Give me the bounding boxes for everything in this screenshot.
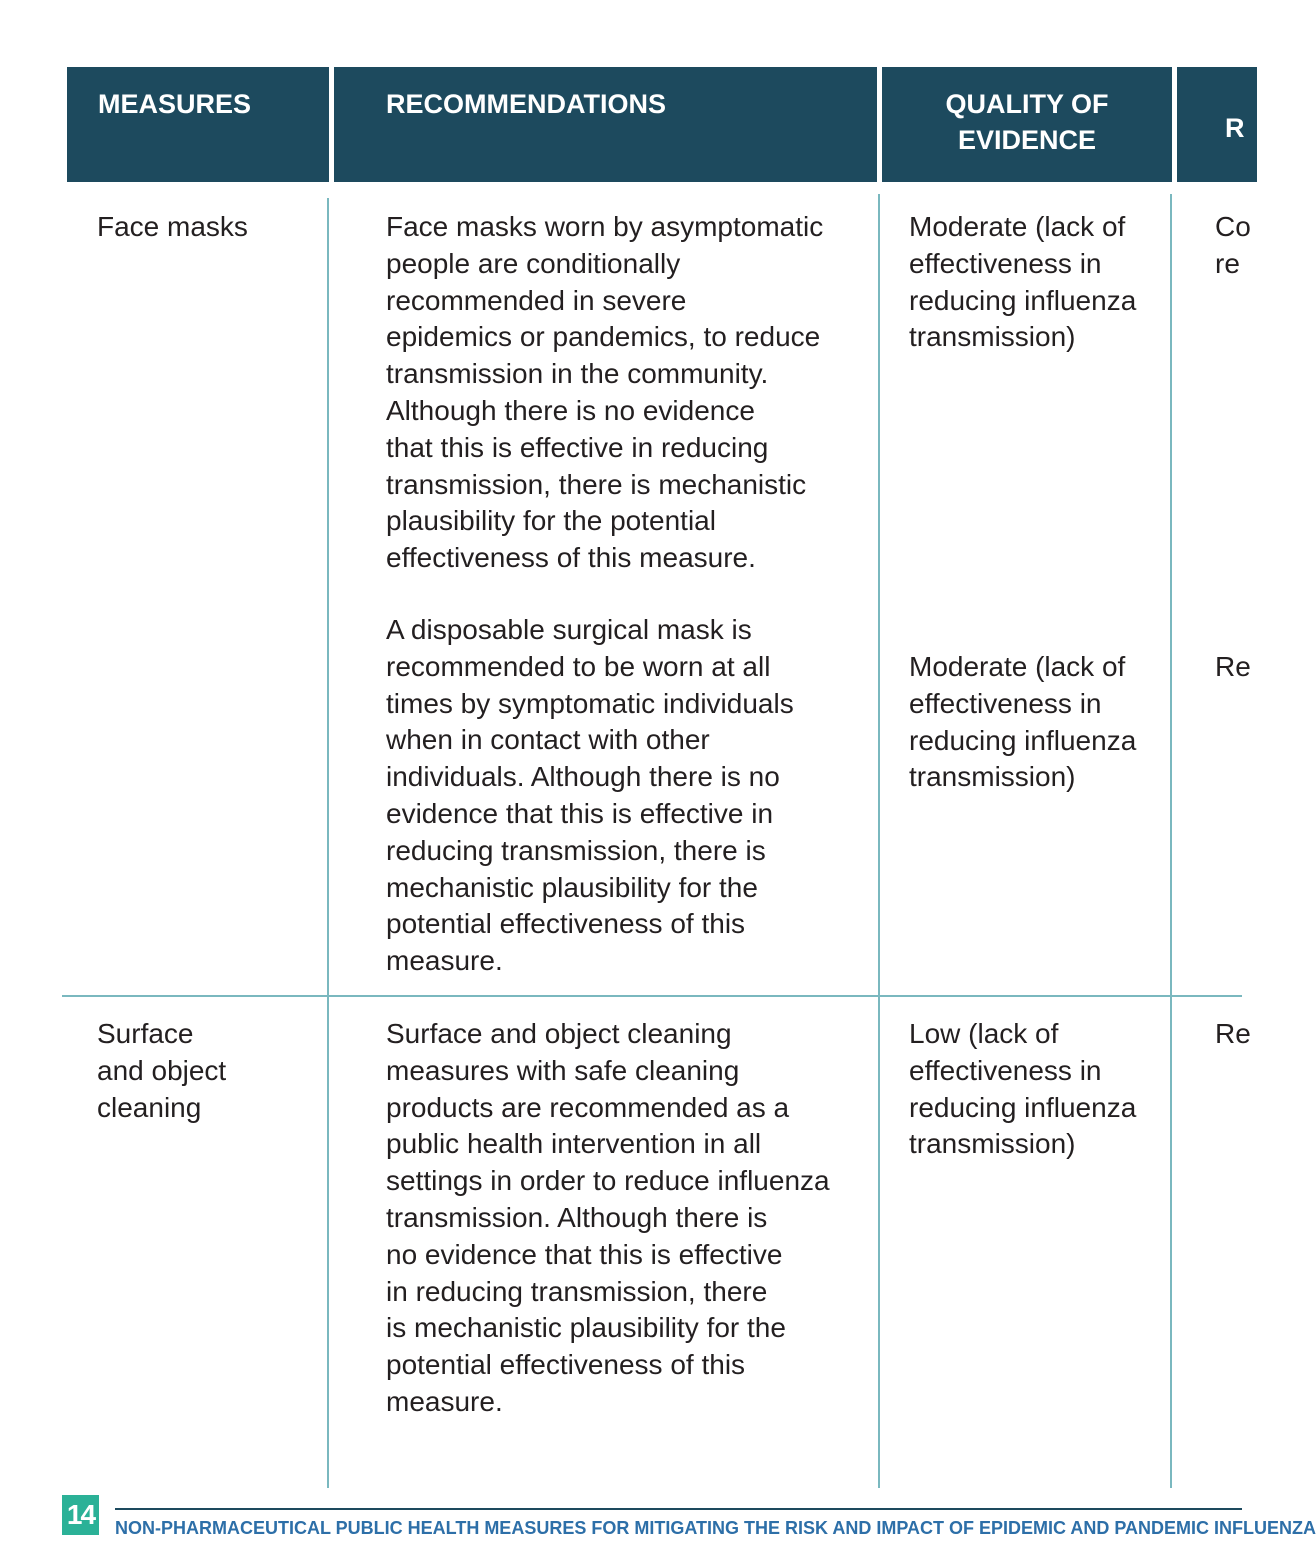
- row-divider: [62, 995, 1242, 997]
- row-face-masks-fourth-2: Re: [1215, 651, 1251, 682]
- header-measures: MEASURES: [67, 67, 329, 182]
- row-face-masks-recommendation-1: Face masks worn by asymptomatic people are conditionally recommended in severe epidemics or pandemics, to reduce transmission in the community. Although there is no evidence that this is effective in reducing transmission, there is mechanistic plausibility for the potential effectiveness of this measure.: [386, 211, 824, 574]
- row-face-masks-fourth-1: Co re: [1215, 211, 1251, 279]
- footer-rule: [115, 1508, 1242, 1510]
- row-face-masks-quality-1: Moderate (lack of effectiveness in reducing influenza transmission): [909, 211, 1137, 353]
- column-divider-3: [1170, 194, 1172, 1488]
- column-divider-1: [327, 198, 329, 1488]
- page-number: 14: [62, 1495, 99, 1535]
- row-surface-cleaning-recommendation-1: Surface and object cleaning measures with safe cleaning products are recommended as a public health intervention in all settings in order to reduce influenza transmission. Although there is no evidence that this is effective in reducing transmission, there is mechanistic plausibility for the potential effectiveness of this measure.: [386, 1018, 830, 1417]
- footer-document-title: NON-PHARMACEUTICAL PUBLIC HEALTH MEASURES FOR MITIGATING THE RISK AND IMPACT OF EPIDEMIC AND PANDEMIC INFLUENZA: [115, 1518, 1316, 1538]
- row-face-masks-measure: Face masks: [97, 211, 248, 242]
- row-surface-cleaning-measure: Surface and object cleaning: [97, 1018, 227, 1123]
- row-face-masks-recommendation-2: A disposable surgical mask is recommended to be worn at all times by symptomatic individuals when in contact with other individuals. Although there is no evidence that this is effective in reducing transmission, there is mechanistic plausibility for the potential effectiveness of this measure.: [386, 614, 794, 977]
- row-surface-cleaning-fourth-1: Re: [1215, 1018, 1251, 1049]
- header-recommendations: RECOMMENDATIONS: [334, 67, 877, 182]
- column-divider-2: [878, 194, 880, 1488]
- row-surface-cleaning-quality-1: Low (lack of effectiveness in reducing influenza transmission): [909, 1018, 1137, 1160]
- header-quality-of-evidence: QUALITY OF EVIDENCE: [882, 67, 1172, 182]
- row-face-masks-quality-2: Moderate (lack of effectiveness in reducing influenza transmission): [909, 651, 1137, 793]
- header-fourth-column: R: [1177, 67, 1257, 182]
